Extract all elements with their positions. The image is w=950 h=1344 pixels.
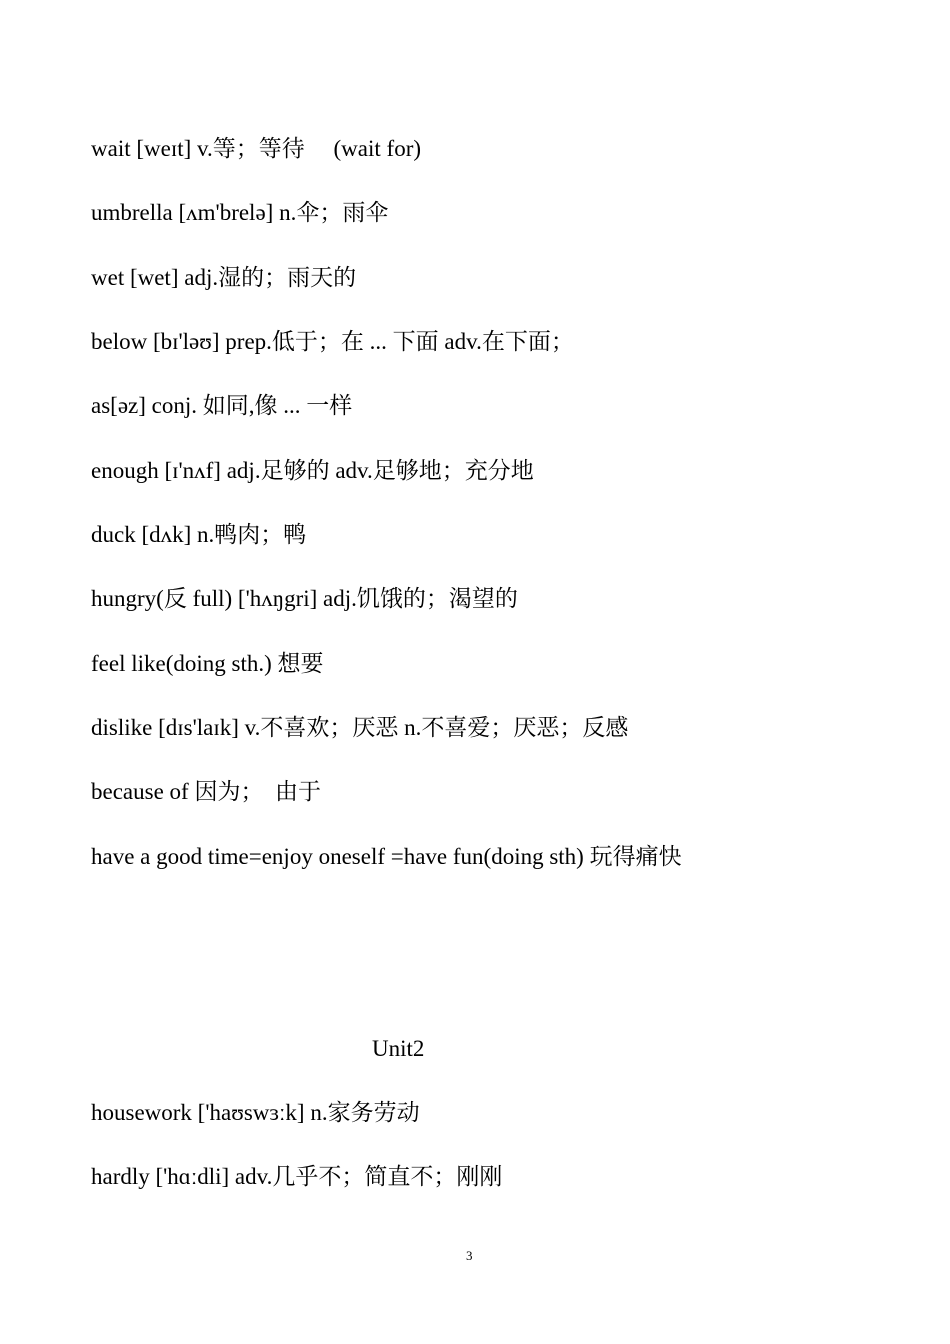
vocab-entry-have-a-good-time: have a good time=enjoy oneself =have fun(doing sth) 玩得痛快 bbox=[91, 844, 682, 869]
vocab-entry-enough: enough [ɪ'nʌf] adj.足够的 adv.足够地；充分地 bbox=[91, 458, 534, 483]
vocab-entry-feel-like: feel like(doing sth.) 想要 bbox=[91, 651, 324, 676]
vocab-entry-wait: wait [weɪt] v.等；等待 (wait for) bbox=[91, 136, 422, 161]
vocab-entry-because-of: because of 因为； 由于 bbox=[91, 779, 321, 804]
vocab-entry-below: below [bɪ'ləʊ] prep.低于；在 ... 下面 adv.在下面； bbox=[91, 329, 574, 354]
vocab-entry-duck: duck [dʌk] n.鸭肉；鸭 bbox=[91, 522, 307, 547]
vocab-entry-dislike: dislike [dɪs'laɪk] v.不喜欢；厌恶 n.不喜爱；厌恶；反感 bbox=[91, 715, 629, 740]
unit-heading: Unit2 bbox=[372, 1036, 425, 1061]
vocab-entry-umbrella: umbrella [ʌm'brelə] n.伞；雨伞 bbox=[91, 200, 389, 225]
vocab-entry-wet: wet [wet] adj.湿的；雨天的 bbox=[91, 265, 357, 290]
vocab-entry-hardly: hardly ['hɑːdli] adv.几乎不；简直不；刚刚 bbox=[91, 1164, 503, 1189]
vocab-entry-hungry: hungry(反 full) ['hʌŋgri] adj.饥饿的；渴望的 bbox=[91, 586, 518, 611]
vocab-entry-as: as[əz] conj. 如同,像 ... 一样 bbox=[91, 393, 353, 418]
vocab-entry-housework: housework ['haʊswɜːk] n.家务劳动 bbox=[91, 1100, 420, 1125]
page-number: 3 bbox=[466, 1248, 473, 1263]
